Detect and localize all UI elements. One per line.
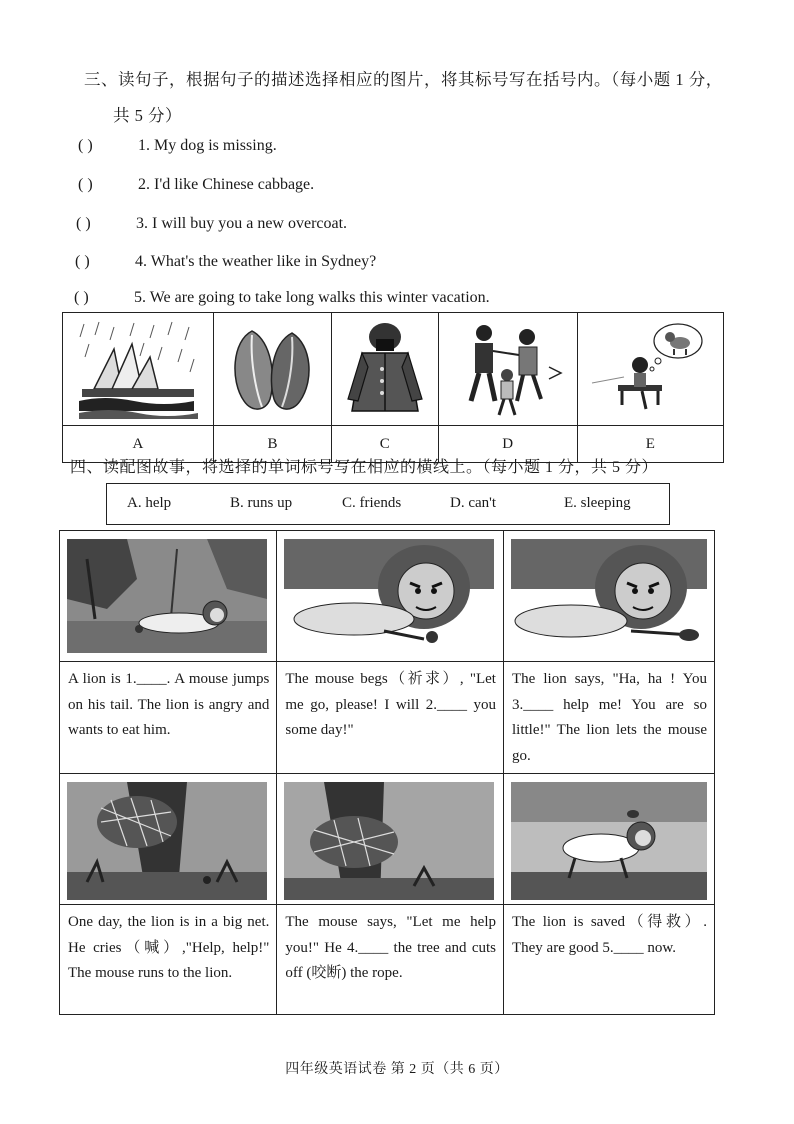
overcoat-icon (340, 319, 430, 419)
section4-title: 四、读配图故事，将选择的单词标号写在相应的横线上。（每小题 1 分，共 5 分） (70, 459, 659, 476)
question-text: 2. I'd like Chinese cabbage. (138, 176, 315, 193)
word-option-d: D. can't (450, 495, 497, 511)
picture-label-b: B (213, 426, 331, 463)
question-2 (78, 176, 314, 194)
story-text-3: The lion says, "Ha, ha ! You 3.____ help me! You are so little!" The lion lets the mouse go. (503, 662, 714, 774)
sleeping-lion-icon (67, 539, 267, 653)
lion-saved-icon (511, 782, 707, 900)
family-walking-icon (449, 319, 567, 419)
girl-thinking-dog-icon (588, 319, 712, 419)
page-footer: 四年级英语试卷 第 2 页（共 6 页） (285, 1062, 509, 1077)
picture-label-a: A (63, 426, 214, 463)
answer-paren[interactable]: ( ) (74, 289, 89, 306)
lion-in-net-icon (67, 782, 267, 900)
picture-b-cabbage (213, 313, 331, 426)
picture-label-c: C (332, 426, 438, 463)
question-text: 4. What's the weather like in Sydney? (135, 253, 377, 270)
chinese-cabbage-icon (222, 321, 322, 417)
word-bank (106, 483, 670, 525)
story-image-5 (277, 774, 504, 905)
story-text-6: The lion is saved（得救）. They are good 5.____ now. (503, 905, 714, 1015)
picture-e-missing-dog (577, 313, 723, 426)
word-option-e: E. sleeping (564, 495, 631, 511)
story-image-2 (277, 531, 504, 662)
question-3 (76, 215, 347, 233)
story-image-4 (60, 774, 277, 905)
answer-paren[interactable]: ( ) (76, 215, 91, 232)
word-option-c: C. friends (342, 495, 402, 511)
story-text-1: A lion is 1.____. A mouse jumps on his tail. The lion is angry and wants to eat him. (60, 662, 277, 774)
section3-title-line1: 三、读句子，根据句子的描述选择相应的图片，将其标号写在括号内。（每小题 1 分， (84, 70, 723, 89)
answer-paren[interactable]: ( ) (78, 137, 93, 154)
story-text-2: The mouse begs（祈求）, "Let me go, please! I will 2.____ you some day!" (277, 662, 504, 774)
picture-c-overcoat (332, 313, 438, 426)
story-image-1 (60, 531, 277, 662)
question-5 (74, 289, 490, 307)
picture-d-family-walk (438, 313, 577, 426)
picture-label-d: D (438, 426, 577, 463)
sydney-opera-rain-icon (74, 319, 202, 419)
lion-mouse-begs-icon (284, 539, 494, 653)
picture-label-e: E (577, 426, 723, 463)
mouse-cuts-rope-icon (284, 782, 494, 900)
word-option-b: B. runs up (230, 495, 293, 511)
picture-table (62, 312, 724, 463)
section3-title-line2: 共 5 分） (113, 106, 182, 125)
answer-paren[interactable]: ( ) (78, 176, 93, 193)
word-option-a: A. help (127, 495, 172, 511)
question-text: 5. We are going to take long walks this winter vacation. (134, 289, 490, 306)
question-1 (78, 137, 277, 155)
story-table (59, 530, 715, 1015)
picture-a-sydney-rain (63, 313, 214, 426)
story-image-3 (503, 531, 714, 662)
story-text-4: One day, the lion is in a big net. He cries（喊）,"Help, help!" The mouse runs to the lion. (60, 905, 277, 1015)
question-4 (75, 253, 376, 271)
answer-paren[interactable]: ( ) (75, 253, 90, 270)
story-text-5: The mouse says, "Let me help you!" He 4.____ the tree and cuts off (咬断) the rope. (277, 905, 504, 1015)
question-text: 3. I will buy you a new overcoat. (136, 215, 348, 232)
lion-lets-mouse-go-icon (511, 539, 707, 653)
story-image-6 (503, 774, 714, 905)
question-text: 1. My dog is missing. (138, 137, 277, 154)
